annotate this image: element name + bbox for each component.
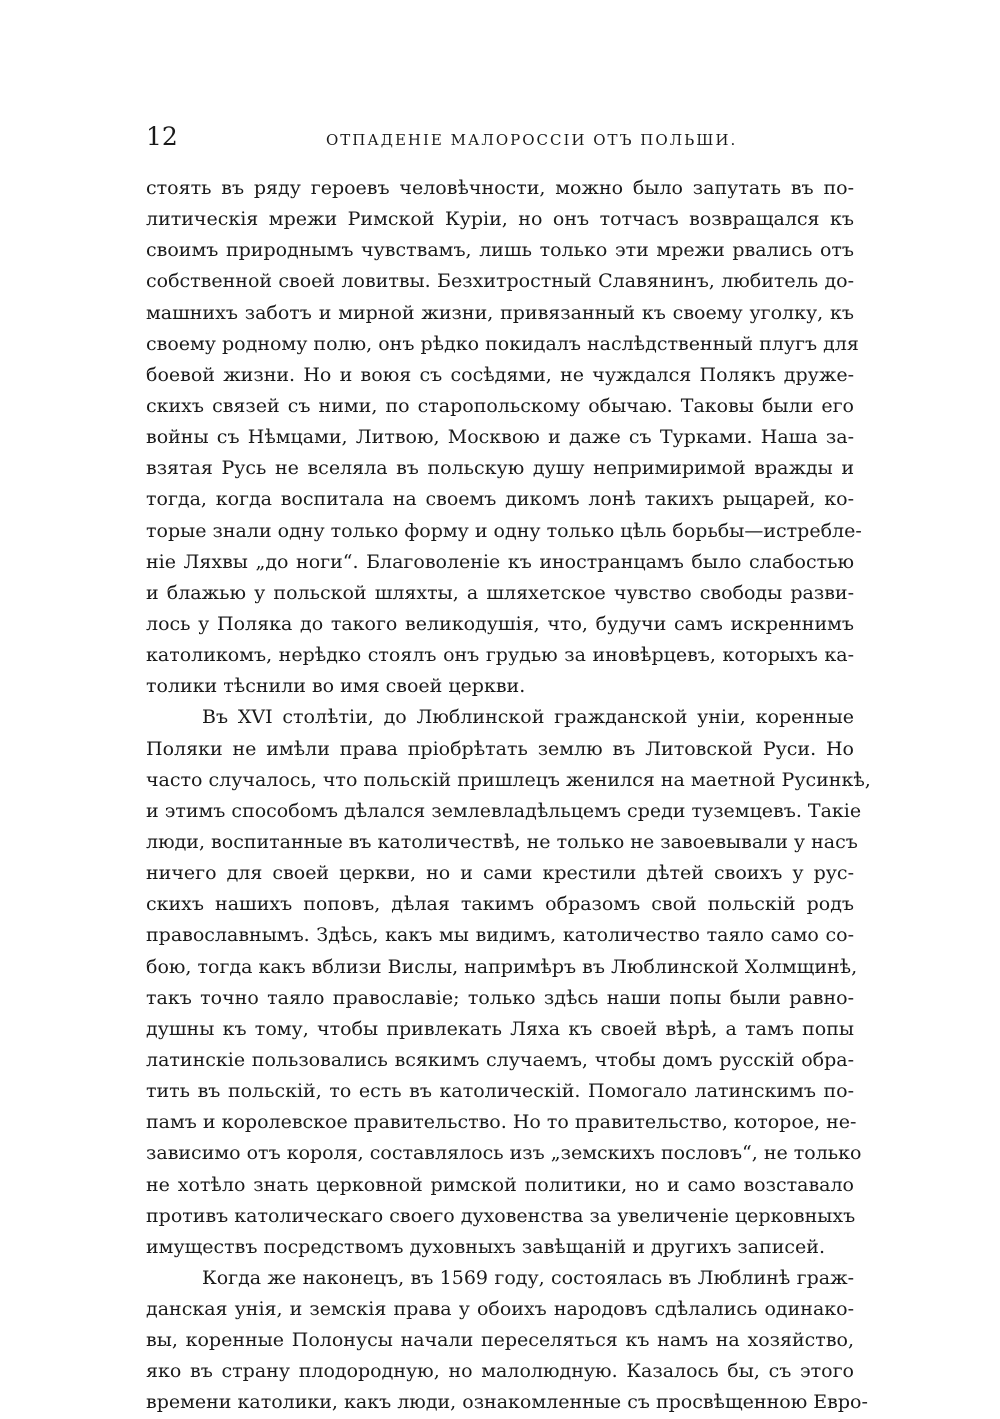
- text-line: люди, воспитанные въ католичествѣ, не только не завоевывали у насъ: [146, 830, 858, 853]
- page-number: 12: [146, 122, 178, 151]
- text-line: противъ католическаго своего духовенства за увеличеніе церковныхъ: [146, 1204, 856, 1227]
- text-line: своему родному полю, онъ рѣдко покидалъ наслѣдственный плугъ для: [146, 332, 859, 355]
- text-line: ніе Ляхвы „до ноги“. Благоволеніе къ иностранцамъ было слабостью: [146, 550, 854, 573]
- text-line: тогда, когда воспитала на своемъ дикомъ лонѣ такихъ рыцарей, ко-: [146, 488, 854, 511]
- text-line: взятая Русь не вселяла въ польскую душу непримиримой вражды и: [146, 457, 854, 480]
- text-line: зависимо отъ короля, составлялось изъ „земскихъ пословъ“, не только: [146, 1142, 862, 1165]
- text-line: скихъ нашихъ поповъ, дѣлая такимъ образомъ свой польскій родъ: [146, 893, 854, 916]
- text-line: тить въ польскій, то есть въ католическій. Помогало латинскимъ по-: [146, 1080, 854, 1103]
- text-line: Въ XVI столѣтіи, до Люблинской гражданской уніи, коренные: [202, 706, 854, 729]
- text-line: литическія мрежи Римской Куріи, но онъ тотчасъ возвращался къ: [146, 208, 854, 231]
- text-line: имуществъ посредствомъ духовныхъ завѣщаній и другихъ записей.: [146, 1235, 825, 1258]
- text-line: бою, тогда какъ вблизи Вислы, напримѣръ въ Люблинской Холмщинѣ,: [146, 955, 858, 978]
- text-line: собственной своей ловитвы. Безхитростный Славянинъ, любитель до-: [146, 270, 854, 293]
- text-line: лось у Поляка до такого великодушія, что, будучи самъ искреннимъ: [146, 612, 854, 635]
- text-line: яко въ страну плодородную, но малолюдную. Казалось бы, съ этого: [146, 1360, 854, 1383]
- text-line: Когда же наконецъ, въ 1569 году, состоялась въ Люблинѣ граж-: [202, 1266, 854, 1289]
- text-line: толики тѣснили во имя своей церкви.: [146, 675, 526, 698]
- text-line: и блажью у польской шляхты, а шляхетское чувство свободы разви-: [146, 581, 854, 604]
- text-line: машнихъ заботъ и мирной жизни, привязанный къ своему уголку, къ: [146, 301, 854, 324]
- body-text: [146, 173, 871, 1419]
- text-line: стоять въ ряду героевъ человѣчности, можно было запутать въ по-: [146, 177, 854, 199]
- text-line: своимъ природнымъ чувствамъ, лишь только эти мрежи рвались отъ: [146, 239, 854, 262]
- text-line: времени католики, какъ люди, ознакомленные съ просвѣщенною Евро-: [146, 1391, 868, 1414]
- text-line: Поляки не имѣли права пріобрѣтать землю въ Литовской Руси. Но: [146, 737, 854, 760]
- text-line: душны къ тому, чтобы привлекать Ляха къ своей вѣрѣ, а тамъ попы: [146, 1017, 854, 1040]
- text-line: часто случалось, что польскій пришлецъ женился на маетной Русинкѣ,: [146, 768, 871, 791]
- text-line: такъ точно таяло православіе; только здѣсь наши попы были равно-: [146, 986, 854, 1009]
- text-line: вы, коренные Полонусы начали переселяться къ намъ на хозяйство,: [146, 1329, 854, 1352]
- text-line: боевой жизни. Но и воюя съ сосѣдями, не чуждался Полякъ друже-: [146, 363, 854, 386]
- text-line: ничего для своей церкви, но и сами крестили дѣтей своихъ у рус-: [146, 862, 854, 885]
- text-line: православнымъ. Здѣсь, какъ мы видимъ, католичество таяло само со-: [146, 924, 854, 947]
- text-line: данская унія, и земскія права у обоихъ народовъ сдѣлались одинако-: [146, 1298, 854, 1321]
- text-line: не хотѣло знать церковной римской политики, но и само возставало: [146, 1173, 854, 1196]
- text-line: и этимъ способомъ дѣлался землевладѣльцемъ среди туземцевъ. Такіе: [146, 799, 862, 822]
- text-line: памъ и королевское правительство. Но то правительство, которое, не-: [146, 1111, 857, 1134]
- text-line: латинскіе пользовались всякимъ случаемъ, чтобы домъ русскій обра-: [146, 1048, 854, 1071]
- text-line: войны съ Нѣмцами, Литвою, Москвою и даже съ Турками. Наша за-: [146, 426, 854, 449]
- text-line: скихъ связей съ ними, по старопольскому обычаю. Таковы были его: [146, 394, 854, 417]
- running-head: ОТПАДЕНІЕ МАЛОРОССІИ ОТЪ ПОЛЬШИ.: [326, 131, 738, 149]
- text-line: католикомъ, нерѣдко стоялъ онъ грудью за иновѣрцевъ, которыхъ ка-: [146, 644, 854, 667]
- text-line: торые знали одну только форму и одну только цѣль борьбы—истребле-: [146, 519, 862, 542]
